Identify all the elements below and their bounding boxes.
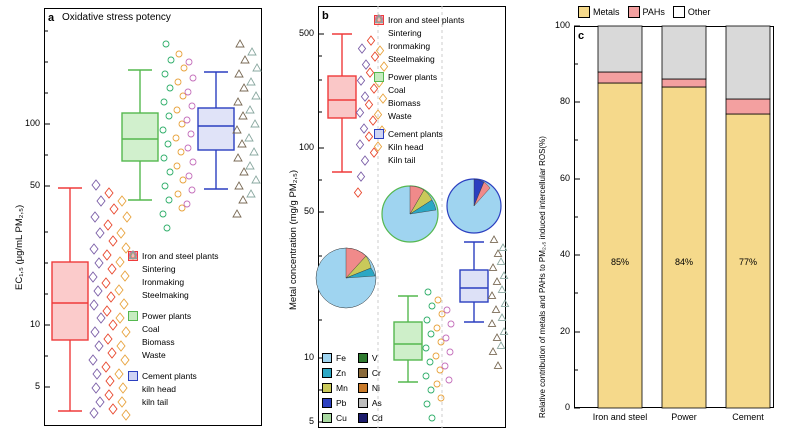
legend-cement-label-b: Cement plants <box>388 129 443 139</box>
xtick-power: Power <box>671 412 697 422</box>
legend-coal-label: Coal <box>142 324 160 334</box>
panel-a-box-iron <box>52 188 88 411</box>
cement-swatch <box>128 371 138 381</box>
element-v: V <box>358 352 383 364</box>
element-legend <box>322 352 383 425</box>
legend-other-label: Other <box>687 7 711 17</box>
panel-a-ytick-0: 5 <box>34 381 40 391</box>
element-cd: Cd <box>358 412 383 424</box>
circle-icon <box>374 98 384 108</box>
metals-swatch <box>578 6 590 18</box>
legend-item-steelmaking-b <box>374 53 494 65</box>
legend-item-sintering-b <box>374 27 494 39</box>
panel-a-legend <box>128 250 256 409</box>
v-swatch <box>358 353 368 363</box>
legend-pahs-label: PAHs <box>642 7 665 17</box>
triangle-icon <box>374 155 384 165</box>
legend-kiln-head-label: kiln head <box>142 384 177 394</box>
panel-a-ytick-1: 10 <box>29 319 40 329</box>
panel-c-canvas <box>512 0 799 440</box>
pahs-swatch <box>628 6 640 18</box>
panel-b-legend <box>374 14 494 167</box>
legend-item-biomass-b <box>374 97 494 109</box>
panel-b-ylabel: Metal concentration (mg/g PM₂,₅) <box>288 169 299 310</box>
legend-other <box>673 6 711 18</box>
xtick-iron-and-steel: Iron and steel <box>592 412 648 422</box>
legend-kiln-tail-label-b: Kiln tail <box>388 155 416 165</box>
panel-a-points-power <box>160 41 196 231</box>
bar-power <box>662 26 706 408</box>
diamond-icon <box>374 28 384 38</box>
circle-icon <box>128 337 138 347</box>
pb-swatch <box>322 398 332 408</box>
diamond-icon <box>128 290 138 300</box>
circle-icon <box>374 85 384 95</box>
legend-biomass-label-b: Biomass <box>388 98 421 108</box>
legend-group-iron <box>128 250 256 262</box>
panel-a-letter: a <box>48 12 55 24</box>
panel-b-ytick-1: 10 <box>303 352 314 362</box>
circle-icon <box>374 111 384 121</box>
element-zn: Zn <box>322 367 348 379</box>
panel-b-box-cement <box>460 242 488 322</box>
legend-steelmaking-label-b: Steelmaking <box>388 54 435 64</box>
panel-b-ytick-0: 5 <box>308 416 314 426</box>
legend-item-sintering <box>128 263 256 275</box>
panel-c-legend <box>578 6 710 18</box>
legend-coal-label-b: Coal <box>388 85 406 95</box>
legend-group-iron-b <box>374 14 494 26</box>
legend-item-waste <box>128 349 256 361</box>
legend-item-kiln-tail-b <box>374 154 494 166</box>
ni-swatch <box>358 383 368 393</box>
panel-a-points-cement <box>233 40 261 217</box>
element-as: As <box>358 397 383 409</box>
legend-item-kiln-head <box>128 383 256 395</box>
panel-b-box-iron <box>328 34 356 172</box>
power-swatch <box>374 72 384 82</box>
mn-swatch <box>322 383 332 393</box>
element-cu: Cu <box>322 412 348 424</box>
panel-c-ytick-4: 80 <box>559 96 570 106</box>
panel-b-points-cement <box>488 236 508 368</box>
diamond-icon <box>374 54 384 64</box>
legend-sintering-label: Sintering <box>142 264 176 274</box>
triangle-icon <box>128 384 138 394</box>
circle-icon <box>128 324 138 334</box>
legend-pahs <box>628 6 665 18</box>
panel-b <box>272 0 508 440</box>
bar-label-cement: 77% <box>738 257 757 267</box>
bar-label-iron: 85% <box>610 257 629 267</box>
cd-swatch <box>358 413 368 423</box>
legend-iron-label: Iron and steel plants <box>142 251 219 261</box>
panel-c-ytick-3: 60 <box>559 173 570 183</box>
panel-c-ytick-0: 0 <box>564 402 570 412</box>
legend-ironmaking-label: Ironmaking <box>142 277 185 287</box>
bar-iron-and-steel <box>598 26 642 408</box>
legend-item-biomass <box>128 336 256 348</box>
panel-a-ylabel: EC₁,₅ (μg/mL PM₂,₅) <box>14 204 25 290</box>
panel-a-ytick-3: 100 <box>24 118 40 128</box>
bar-cement <box>726 26 770 408</box>
legend-waste-label-b: Waste <box>388 111 412 121</box>
legend-biomass-label: Biomass <box>142 337 175 347</box>
panel-c <box>512 0 799 440</box>
legend-sintering-label-b: Sintering <box>388 28 422 38</box>
bar-label-power: 84% <box>674 257 693 267</box>
xtick-cement: Cement <box>732 412 764 422</box>
legend-steelmaking-label: Steelmaking <box>142 290 189 300</box>
legend-iron-label-b: Iron and steel plants <box>388 15 465 25</box>
legend-item-coal <box>128 323 256 335</box>
legend-item-kiln-tail <box>128 396 256 408</box>
legend-ironmaking-label-b: Ironmaking <box>388 41 431 51</box>
legend-group-power-b <box>374 71 494 83</box>
other-swatch <box>673 6 685 18</box>
panel-a-box-power <box>122 70 158 200</box>
panel-a-ytick-2: 50 <box>29 180 40 190</box>
triangle-icon <box>128 397 138 407</box>
element-fe: Fe <box>322 352 348 364</box>
panel-b-points-power <box>423 289 454 421</box>
legend-group-cement <box>128 370 256 382</box>
diamond-icon <box>128 277 138 287</box>
legend-item-steelmaking <box>128 289 256 301</box>
as-swatch <box>358 398 368 408</box>
panel-a-points-iron <box>89 180 131 420</box>
panel-b-letter: b <box>322 10 329 22</box>
element-cr: Cr <box>358 367 383 379</box>
legend-waste-label: Waste <box>142 350 166 360</box>
panel-b-pie-cement <box>447 179 501 233</box>
panel-b-ytick-3: 100 <box>298 142 314 152</box>
legend-power-label: Power plants <box>142 311 192 321</box>
panel-b-pie-iron <box>316 248 376 308</box>
legend-metals <box>578 6 620 18</box>
legend-kiln-head-label-b: Kiln head <box>388 142 424 152</box>
panel-c-ytick-5: 100 <box>554 20 570 30</box>
diamond-icon <box>374 41 384 51</box>
panel-c-ylabel: Relative contribution of metals and PAHs to PM₂,₅ induced intercellular ROS(%) <box>538 136 547 418</box>
triangle-icon <box>374 142 384 152</box>
element-mn: Mn <box>322 382 348 394</box>
panel-c-letter: c <box>578 30 585 42</box>
legend-item-ironmaking <box>128 276 256 288</box>
legend-group-power <box>128 310 256 322</box>
cu-swatch <box>322 413 332 423</box>
legend-metals-label: Metals <box>593 7 620 17</box>
panel-c-ytick-2: 40 <box>559 249 570 259</box>
panel-c-ytick-1: 20 <box>559 326 570 336</box>
cr-swatch <box>358 368 368 378</box>
cement-swatch <box>374 129 384 139</box>
legend-group-cement-b <box>374 128 494 140</box>
panel-b-box-power <box>394 296 422 382</box>
legend-item-waste-b <box>374 110 494 122</box>
legend-kiln-tail-label: kiln tail <box>142 397 168 407</box>
panel-a-box-cement <box>198 72 234 189</box>
legend-item-kiln-head-b <box>374 141 494 153</box>
element-pb: Pb <box>322 397 348 409</box>
diamond-icon <box>128 264 138 274</box>
panel-a-title: Oxidative stress potency <box>62 12 171 23</box>
panel-b-pie-power <box>382 186 438 242</box>
panel-b-ytick-2: 50 <box>303 206 314 216</box>
panel-a <box>0 0 270 440</box>
legend-item-ironmaking-b <box>374 40 494 52</box>
legend-item-coal-b <box>374 84 494 96</box>
element-ni: Ni <box>358 382 383 394</box>
zn-swatch <box>322 368 332 378</box>
legend-cement-label: Cement plants <box>142 371 197 381</box>
legend-power-label-b: Power plants <box>388 72 438 82</box>
fe-swatch <box>322 353 332 363</box>
power-swatch <box>128 311 138 321</box>
panel-b-ytick-4: 500 <box>298 28 314 38</box>
circle-icon <box>128 350 138 360</box>
